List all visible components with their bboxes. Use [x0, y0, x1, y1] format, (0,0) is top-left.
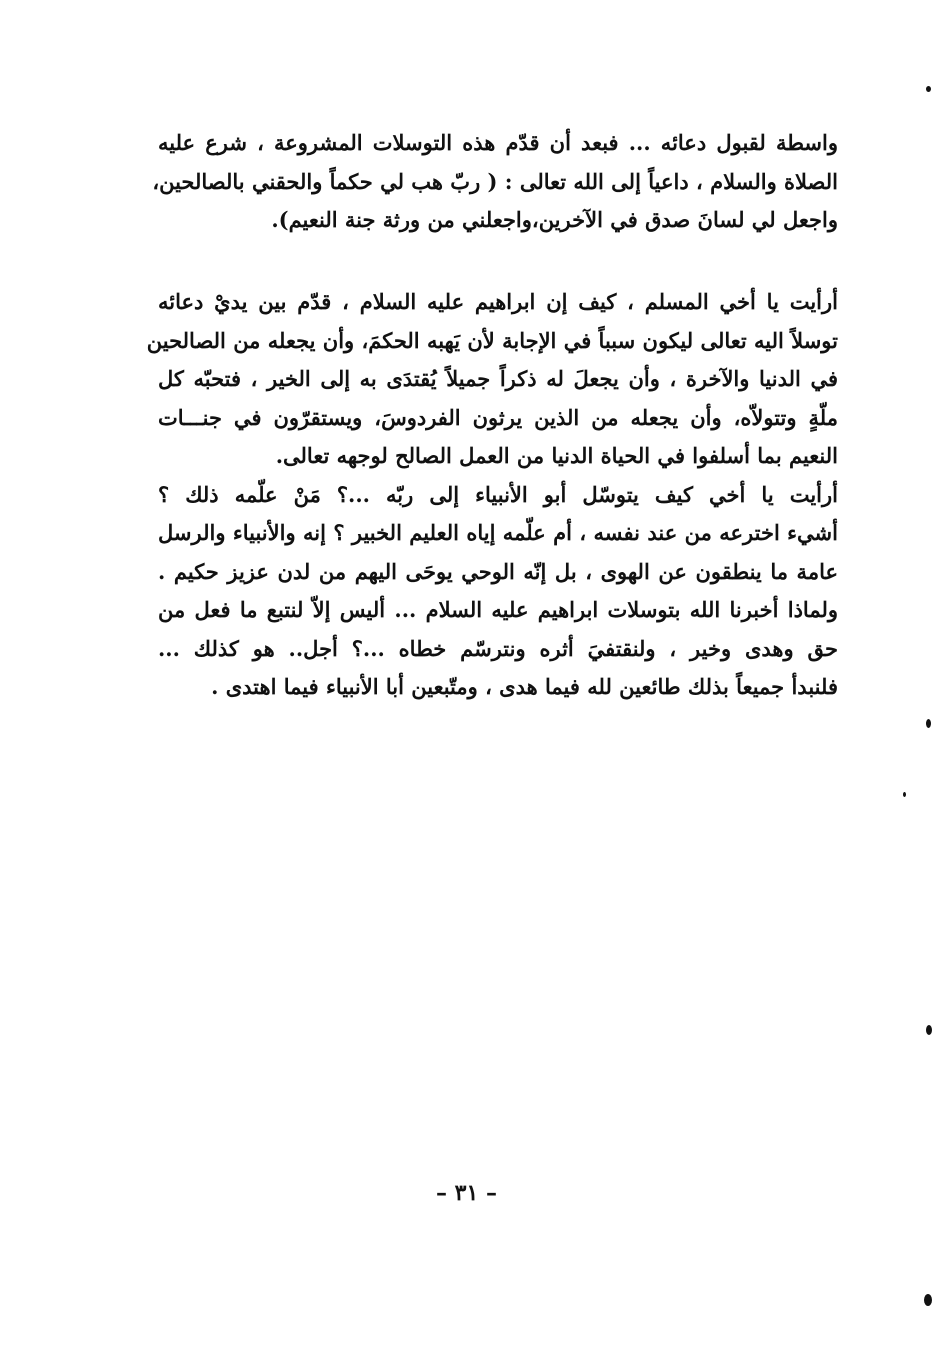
- paragraph-2-line: أرأيت يا أخي المسلم ، كيف إن ابراهيم عليه السلام ، قدّم بين يديْ دعائه: [158, 289, 838, 314]
- paragraph-1: [152, 124, 838, 240]
- paragraph-2-line: عامة ما ينطقون عن الهوى ، بل إنّه الوحي يوحَى اليهم من لدن عزيز حكيم .: [158, 558, 838, 584]
- page-number: – ٣١ –: [436, 1180, 497, 1206]
- paragraph-2-line: حق وهدى وخير ، ولنقتفيَ أثره ونترسّم خطاه ...؟ أجل.. هو كذلك ...: [158, 635, 838, 661]
- paragraph-2-line: ملّةٍ وتتولاّه، وأن يجعله من الذين يرثون الفردوسَ، ويستقرّون في جنـــات: [158, 404, 838, 430]
- paragraph-2: [146, 283, 838, 707]
- paragraph-2-line: في الدنيا والآخرة ، وأن يجعلَ له ذكراً جميلاً يُقتدَى به إلى الخير ، فتحبّه كل: [158, 366, 838, 391]
- paragraph-2-line: أرأيت يا أخي كيف يتوسّل أبو الأنبياء إلى ربّه ...؟ مَنْ علّمه ذلك ؟: [158, 481, 838, 507]
- scan-speck: [926, 719, 931, 728]
- paragraph-2-line: توسلاً اليه تعالى ليكون سبباً في الإجابة لأن يَهبه الحكمَ، وأن يجعله من الصالحين: [146, 327, 838, 353]
- paragraph-1-line: واجعل لي لسانَ صدق في الآخرين،واجعلني من ورثة جنة النعيم).: [271, 207, 838, 232]
- scan-speck: [924, 1294, 932, 1306]
- paragraph-2-line: ولماذا أخبرنا الله بتوسلات ابراهيم عليه السلام ... أليس إلاّ لنتبع ما فعل من: [158, 597, 838, 622]
- paragraph-2-line: فلنبدأ جميعاً بذلك طائعين لله فيما هدى ، ومتّبعين أبا الأنبياء فيما اهتدى .: [211, 674, 838, 699]
- paragraph-1-line: الصلاة والسلام ، داعياً إلى الله تعالى : ( ربّ هب لي حكماً والحقني بالصالحين،: [152, 168, 838, 194]
- paragraph-2-line: النعيم بما أسلفوا في الحياة الدنيا من العمل الصالح لوجهه تعالى.: [275, 443, 838, 468]
- paragraph-1-line: واسطة لقبول دعائه ... فبعد أن قدّم هذه التوسلات المشروعة ، شرع عليه: [158, 130, 838, 155]
- paragraph-2-line: أشيء اخترعه من عند نفسه ، أم علّمه إياه العليم الخبير ؟ إنه والأنبياء والرسل: [158, 520, 838, 545]
- scan-speck: [903, 792, 906, 797]
- scan-speck: [926, 86, 931, 92]
- scan-speck: [926, 1025, 932, 1035]
